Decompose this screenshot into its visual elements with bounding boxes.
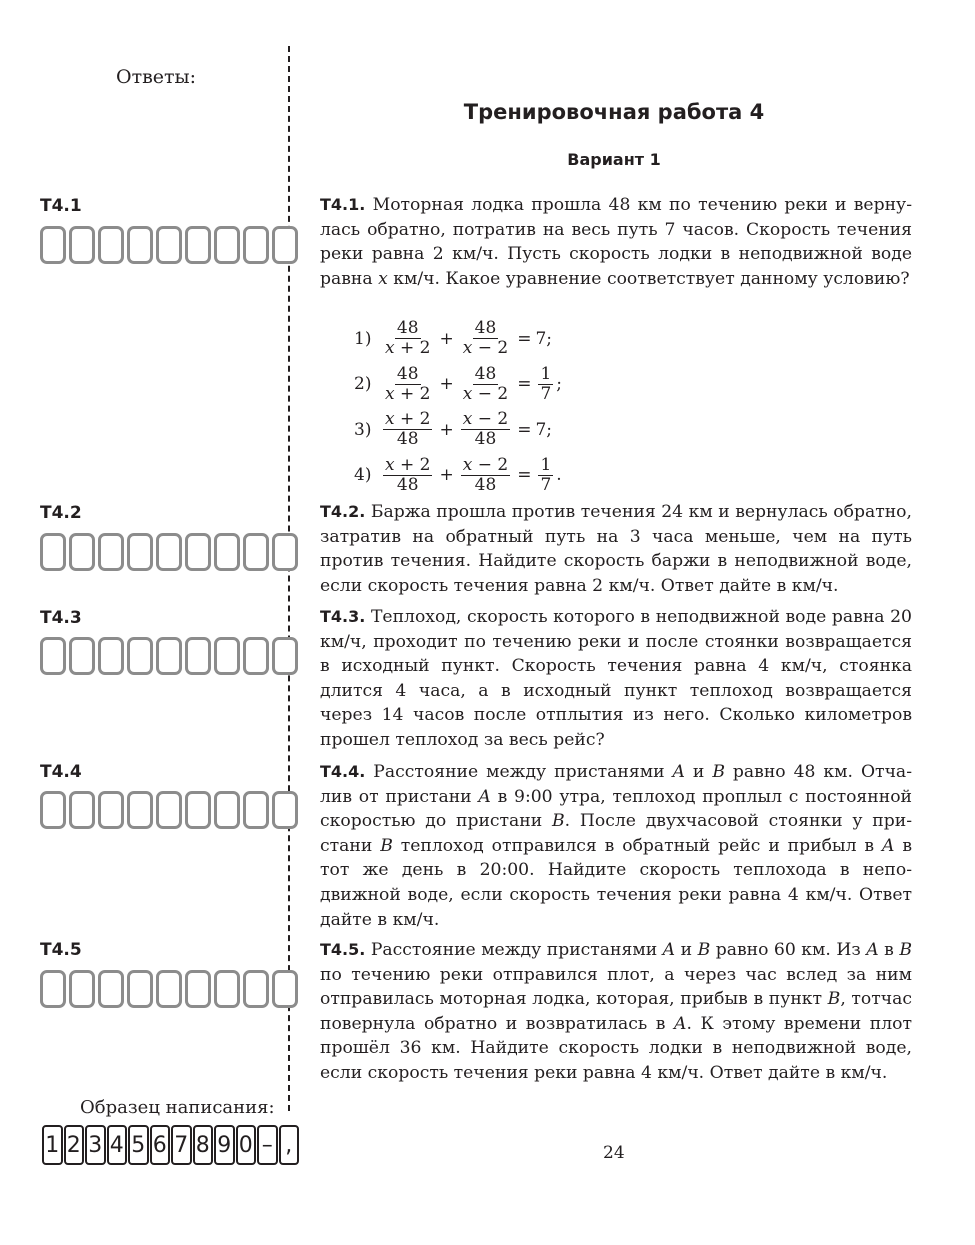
fraction-numerator: 48	[396, 318, 419, 339]
option-number: 1)	[354, 328, 372, 349]
fraction	[383, 456, 432, 495]
page-number: 24	[603, 1143, 625, 1163]
answer-cell[interactable]	[98, 791, 124, 829]
answer-cell[interactable]	[272, 637, 298, 675]
answer-cell[interactable]	[272, 226, 298, 264]
variable: x	[378, 268, 388, 289]
problem-t4-3	[320, 605, 912, 753]
rhs-value: 7	[535, 419, 547, 440]
point-label: A	[674, 1013, 687, 1034]
answer-cell[interactable]	[214, 637, 240, 675]
task-label-t4-5: Т4.5	[40, 940, 82, 960]
point-label: B	[697, 940, 711, 960]
punctuation: ;	[546, 328, 552, 349]
answer-grid-t4-4[interactable]	[40, 791, 298, 829]
problem-text: Баржа прошла против течения 24 км и вернулась обратно, затратив на обратный путь на 3 часа меньше, чем на путь против течения. Найдите скорость баржи в неподвижной воде, если скорость течения равна 2 км/ч. Ответ дайте в км/ч.	[320, 502, 912, 596]
problem-text: Расстояние между пристанями	[365, 762, 673, 782]
fraction-denominator: x + 2	[385, 338, 431, 359]
fraction-denominator: 48	[474, 474, 497, 495]
fraction	[383, 410, 432, 449]
answer-cell[interactable]	[40, 637, 66, 675]
answer-cell[interactable]	[214, 791, 240, 829]
problem-number: Т4.1.	[320, 195, 366, 214]
fraction-numerator: 1	[540, 454, 552, 475]
problem-text: и	[675, 940, 698, 960]
punctuation: ;	[556, 374, 562, 395]
option-number: 4)	[354, 465, 372, 486]
fraction	[383, 319, 432, 358]
point-label: B	[380, 835, 393, 856]
answer-cell[interactable]	[185, 970, 211, 1008]
answer-cell[interactable]	[214, 970, 240, 1008]
fraction-denominator: 48	[396, 429, 419, 450]
punctuation: ;	[546, 419, 552, 440]
problem-t4-2	[320, 500, 912, 598]
problem-t4-1	[320, 193, 912, 291]
option-number: 2)	[354, 374, 372, 395]
sample-char-cell: 5	[128, 1125, 149, 1165]
work-title: Тренировочная работа 4	[463, 100, 765, 124]
point-label: B	[827, 989, 841, 1010]
answer-cell[interactable]	[214, 533, 240, 571]
sample-label: Образец написания:	[80, 1097, 275, 1118]
problem-text: равно 60 км. Из	[710, 940, 867, 960]
answer-option-1	[354, 316, 562, 362]
fraction-denominator: x − 2	[462, 383, 509, 404]
answer-cell[interactable]	[214, 226, 240, 264]
operator: +	[439, 374, 454, 395]
problem-t4-5	[320, 938, 912, 1086]
fraction-denominator: 7	[540, 383, 552, 404]
operator: =	[517, 374, 532, 395]
answer-cell[interactable]	[98, 533, 124, 571]
answer-cell[interactable]	[272, 791, 298, 829]
fraction-numerator: x + 2	[385, 409, 431, 430]
problem-text: Теплоход, скорость которого в неподвижной воде равна 20 км/ч, проходит по течению реки и после стоянки возвращается в исходный пункт. Скорость течения равна 4 км/ч, стоянка длится 4 часа, а в исходный пункт теплоход возвращается через 14 часов после отплытия из него. Сколько километров прошел теплоход за весь рейс?	[320, 607, 912, 750]
answer-cell[interactable]	[243, 791, 269, 829]
fraction-denominator: x + 2	[385, 383, 431, 404]
fraction-numerator: 48	[474, 318, 497, 339]
fraction-denominator: 48	[396, 474, 419, 495]
operator: +	[439, 465, 454, 486]
answer-cell[interactable]	[243, 970, 269, 1008]
answer-option-4	[354, 453, 562, 499]
sample-char-cell: 7	[171, 1125, 192, 1165]
sample-char-cell: 0	[236, 1125, 257, 1165]
task-label-t4-1: Т4.1	[40, 196, 82, 216]
rhs-fraction	[538, 365, 553, 404]
problem-text: в 9:00 утра, теплоход проплыл с постоянной скоростью до пристани	[320, 786, 912, 832]
rhs-fraction	[538, 456, 553, 495]
sample-char-cell: ,	[279, 1125, 300, 1165]
problem-text: Моторная лодка прошла 48 км по течению реки и вернулась обратно, потратив на весь путь 7 часов. Скорость течения реки равна 2 км/ч. Пусть скорость лодки в неподвижной воде равна	[320, 195, 912, 289]
problem-text: в тот же день в 20:00. Найдите скорость теплохода в неподвижной воде, если скорость течения реки равна 4 км/ч. Ответ дайте в км/ч.	[320, 835, 912, 930]
problem-text: и	[684, 762, 713, 782]
point-label: A	[478, 786, 491, 807]
fraction	[461, 365, 510, 404]
fraction-numerator: 48	[474, 363, 497, 384]
problem-text: по течению реки отправился плот, а через час вслед за ним отправилась моторная лодка, которая, прибыв в пункт	[320, 964, 912, 1010]
fraction-denominator: x − 2	[462, 338, 509, 359]
answer-cell[interactable]	[243, 226, 269, 264]
task-label-t4-2: Т4.2	[40, 503, 82, 523]
answer-cell[interactable]	[69, 637, 95, 675]
answer-cell[interactable]	[156, 637, 182, 675]
sample-char-cell: 6	[150, 1125, 171, 1165]
sample-char-cell: 2	[64, 1125, 85, 1165]
column-divider	[288, 46, 290, 1111]
answer-cell[interactable]	[243, 533, 269, 571]
operator: +	[439, 419, 454, 440]
answer-cell[interactable]	[185, 791, 211, 829]
point-label: A	[866, 940, 879, 960]
problem-text: Расстояние между пристанями	[365, 940, 663, 960]
fraction-numerator: x − 2	[462, 454, 509, 475]
variant-title: Вариант 1	[567, 150, 661, 169]
answer-option-3	[354, 407, 562, 453]
problem-text: в	[878, 940, 900, 960]
task-label-t4-3: Т4.3	[40, 608, 82, 628]
answer-cell[interactable]	[127, 970, 153, 1008]
answer-cell[interactable]	[40, 970, 66, 1008]
operator: =	[517, 419, 532, 440]
fraction-numerator: x − 2	[462, 409, 509, 430]
answer-cell[interactable]	[69, 970, 95, 1008]
fraction-denominator: 7	[540, 474, 552, 495]
point-label: B	[899, 940, 912, 960]
answer-options	[354, 316, 562, 498]
answer-cell[interactable]	[127, 533, 153, 571]
sample-char-cell: 8	[193, 1125, 214, 1165]
answer-cell[interactable]	[127, 226, 153, 264]
answers-heading: Ответы:	[116, 66, 197, 88]
answer-cell[interactable]	[272, 970, 298, 1008]
answer-cell[interactable]	[272, 533, 298, 571]
answer-grid-t4-5[interactable]	[40, 970, 298, 1008]
fraction	[461, 319, 510, 358]
answer-grid-t4-3[interactable]	[40, 637, 298, 675]
answer-cell[interactable]	[243, 637, 269, 675]
problem-text: . К этому времени плот прошёл 36 км. Найдите скорость лодки в неподвижной воде, если скорость течения реки равна 4 км/ч. Ответ дайте в км/ч.	[320, 1013, 912, 1083]
answer-cell[interactable]	[98, 970, 124, 1008]
answer-cell[interactable]	[156, 533, 182, 571]
answer-cell[interactable]	[69, 791, 95, 829]
problem-number: Т4.5.	[320, 940, 366, 959]
problem-text: км/ч. Какое уравнение соответствует данному условию?	[387, 268, 910, 289]
rhs-value: 7	[535, 328, 547, 349]
problem-t4-4	[320, 760, 912, 932]
answer-cell[interactable]	[185, 226, 211, 264]
problem-text: , тотчас повернула обратно и возвратилась в	[320, 989, 912, 1034]
fraction	[461, 410, 510, 449]
answer-cell[interactable]	[127, 637, 153, 675]
fraction-numerator: 1	[540, 363, 552, 384]
sample-char-cell: 3	[85, 1125, 106, 1165]
task-label-t4-4: Т4.4	[40, 762, 82, 782]
answer-grid-t4-1[interactable]	[40, 226, 298, 264]
answer-cell[interactable]	[185, 637, 211, 675]
sample-char-cell: 1	[42, 1125, 63, 1165]
point-label: A	[662, 940, 676, 960]
answer-cell[interactable]	[69, 533, 95, 571]
sample-writing-box	[42, 1125, 299, 1165]
option-number: 3)	[354, 419, 372, 440]
answer-cell[interactable]	[40, 533, 66, 571]
fraction	[461, 456, 510, 495]
operator: =	[517, 328, 532, 349]
problem-text: . После двухчасовой стоянки у пристани	[320, 811, 912, 856]
answer-cell[interactable]	[156, 970, 182, 1008]
point-label: A	[882, 835, 895, 856]
answer-cell[interactable]	[98, 226, 124, 264]
answer-cell[interactable]	[69, 226, 95, 264]
sample-char-cell: –	[257, 1125, 278, 1165]
fraction-numerator: x + 2	[385, 454, 431, 475]
fraction-denominator: 48	[474, 429, 497, 450]
sample-char-cell: 9	[214, 1125, 235, 1165]
problem-number: Т4.4.	[320, 762, 366, 781]
problem-number: Т4.3.	[320, 607, 366, 626]
operator: =	[517, 465, 532, 486]
operator: +	[439, 328, 454, 349]
answer-cell[interactable]	[98, 637, 124, 675]
point-label: B	[552, 811, 565, 832]
point-label: B	[712, 762, 725, 782]
answer-cell[interactable]	[156, 791, 182, 829]
problem-text: теплоход отправился в обратный рейс и прибыл в	[392, 835, 882, 856]
answer-cell[interactable]	[127, 791, 153, 829]
answer-cell[interactable]	[40, 791, 66, 829]
answer-grid-t4-2[interactable]	[40, 533, 298, 571]
answer-option-2	[354, 362, 562, 408]
fraction-numerator: 48	[396, 363, 419, 384]
answer-cell[interactable]	[185, 533, 211, 571]
answer-cell[interactable]	[40, 226, 66, 264]
fraction	[383, 365, 432, 404]
punctuation: .	[556, 465, 562, 486]
point-label: A	[672, 762, 685, 782]
answer-cell[interactable]	[156, 226, 182, 264]
problem-number: Т4.2.	[320, 502, 366, 521]
problem-text: равно 48 км. Отчалив от пристани	[320, 762, 912, 807]
sample-char-cell: 4	[107, 1125, 128, 1165]
